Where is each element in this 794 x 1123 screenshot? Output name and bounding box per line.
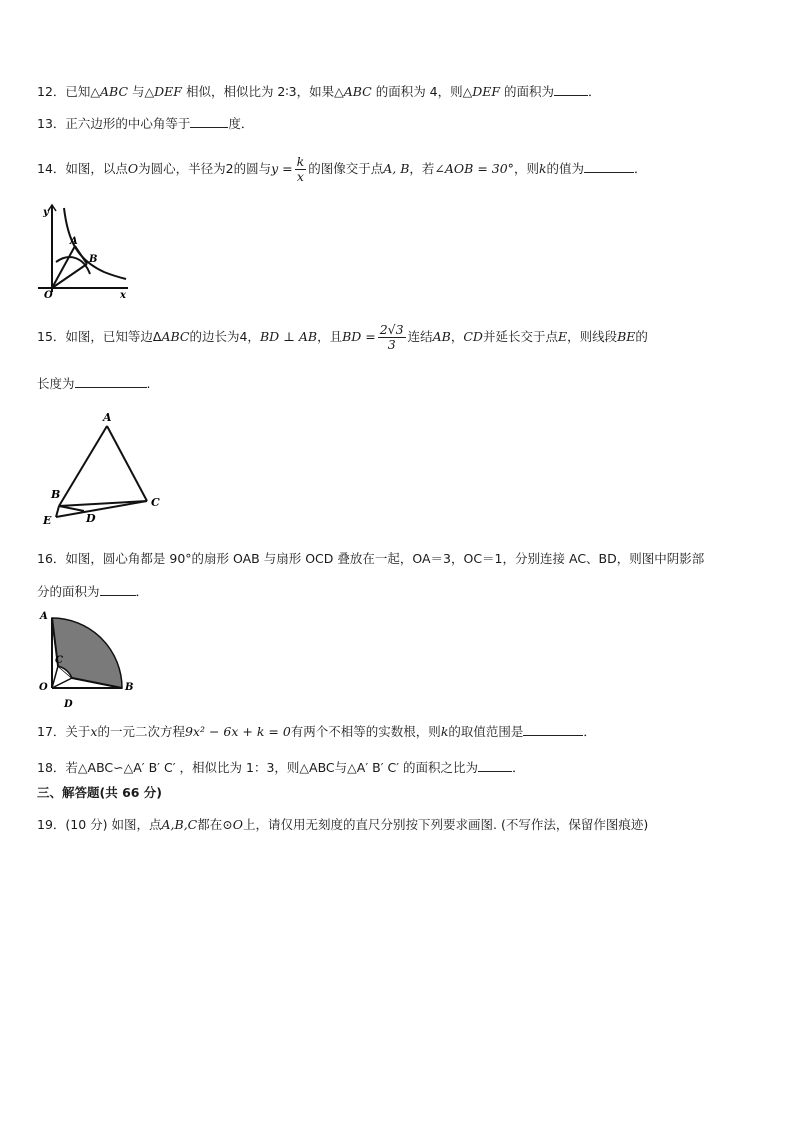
- q19-text-2: 都在: [197, 817, 223, 832]
- q16-text-1: 16．如图，圆心角都是 90°的扇形 OAB 与扇形 OCD 叠放在一起，OA＝3，OC＝1，分别连接 AC、BD，则图中阴影部: [37, 551, 705, 566]
- q15-side-ac: [107, 426, 147, 501]
- q15-text-5: ，: [450, 329, 464, 344]
- q14-text-2: 为圆心，半径为2的圆与: [138, 161, 272, 176]
- q19-text-3: 上，请仅用无刻度的直尺分别按下列要求画图. (不写作法，保留作图痕迹): [243, 817, 649, 832]
- q13-text-2: 度．: [228, 116, 254, 131]
- q15-text-4: 连结: [407, 329, 433, 344]
- q15-side-ab: [59, 426, 107, 506]
- question-15-line-2: [37, 374, 151, 393]
- q19-text-1: 19．(10 分) 如图，点: [37, 817, 162, 832]
- q19-circle: ⊙O: [222, 817, 243, 832]
- q17-answer-blank[interactable]: [523, 722, 583, 736]
- q12-triangle-def-2: DEF: [472, 84, 501, 99]
- question-16: [37, 550, 704, 568]
- q12-text-3: 相似，相似比为 2∶3，如果△: [181, 84, 344, 99]
- q15-label-b: B: [51, 488, 61, 501]
- q14-answer-blank[interactable]: [584, 159, 634, 173]
- q15-segment-be: BE: [617, 329, 636, 344]
- question-19: [37, 816, 648, 834]
- q15-text-9: 长度为: [37, 376, 75, 391]
- q15-figure: [36, 406, 168, 530]
- q15-segment-cd: CD: [463, 329, 483, 344]
- q14-y-equals: y =: [271, 161, 293, 176]
- q14-frac-denominator: x: [296, 169, 304, 184]
- q15-label-e: E: [43, 514, 52, 527]
- q14-text-3: 的图像交于点: [308, 161, 384, 176]
- q15-text-7: ，则线段: [567, 329, 618, 344]
- q15-point-e: E: [557, 329, 568, 344]
- q16-answer-blank[interactable]: [100, 582, 136, 596]
- question-14: [37, 152, 647, 186]
- q18-answer-blank[interactable]: [478, 758, 512, 772]
- q13-text-1: 13．正六边形的中心角等于: [37, 116, 191, 131]
- q12-triangle-abc: ABC: [100, 84, 129, 99]
- q15-segment-bd: [59, 506, 84, 511]
- q12-triangle-abc-2: ABC: [343, 84, 372, 99]
- q16-figure: [34, 606, 134, 710]
- q12-text-5: 的面积为: [500, 84, 555, 99]
- q15-answer-blank[interactable]: [75, 374, 147, 388]
- q14-frac-numerator: k: [296, 154, 305, 169]
- question-12: [37, 82, 601, 101]
- q14-text-1: 14．如图，以点: [37, 161, 128, 176]
- q16-label-c: C: [55, 655, 63, 666]
- q14-label-o: O: [44, 290, 53, 298]
- q15-text-1: 15．如图，已知等边Δ: [37, 329, 162, 344]
- q15-triangle-abc: ABC: [161, 329, 190, 344]
- q17-text-2: 的一元二次方程: [97, 724, 185, 739]
- q18-text: 18．若△ABC∽△A′ B′ C′ ，相似比为 1：3，则△ABC与△A′ B′ C′ 的面积之比为: [37, 760, 479, 775]
- q14-figure: [34, 202, 134, 298]
- q15-text-6: 并延长交于点: [482, 329, 558, 344]
- q15-perpendicular: BD ⊥ AB: [259, 329, 318, 344]
- q14-points-ab: A, B: [383, 161, 410, 176]
- q16-end: ．: [135, 584, 149, 599]
- q14-text-5: ，则: [513, 161, 539, 176]
- q15-bd-equals: BD =: [342, 329, 376, 344]
- q15-segment-be: [56, 506, 59, 517]
- q14-segment-ob: [52, 264, 87, 288]
- q12-text-4: 的面积为 4，则△: [371, 84, 473, 99]
- q15-label-c: C: [151, 496, 160, 509]
- section-3-title: 三、解答题(共 66 分): [37, 785, 163, 800]
- q16-label-b: B: [125, 682, 134, 693]
- q14-label-y: y: [43, 207, 49, 218]
- q12-answer-blank[interactable]: [554, 82, 588, 96]
- q16-shaded-region: [52, 618, 122, 688]
- question-15: [37, 318, 648, 356]
- question-18: [37, 758, 525, 777]
- q19-points: A,B,C: [161, 817, 198, 832]
- q14-k: k: [538, 161, 547, 176]
- q16-text-2: 分的面积为: [37, 584, 100, 599]
- q14-angle: ∠AOB = 30°: [434, 161, 514, 176]
- question-16-line-2: [37, 582, 148, 601]
- q15-text-2: 的边长为4，: [189, 329, 260, 344]
- q17-text-4: 的取值范围是: [448, 724, 524, 739]
- q13-answer-blank[interactable]: [190, 114, 228, 128]
- q12-end: ．: [588, 84, 601, 99]
- q14-label-a: A: [70, 236, 78, 247]
- q14-fraction: [295, 155, 307, 184]
- q16-label-o: O: [39, 682, 48, 693]
- q15-frac-denominator: 3: [387, 337, 396, 352]
- q17-text-3: 有两个不相等的实数根，则: [290, 724, 441, 739]
- q17-end: ．: [583, 724, 596, 739]
- q12-triangle-def: DEF: [154, 84, 182, 99]
- q18-end: ．: [512, 760, 525, 775]
- q14-point-o: O: [127, 161, 139, 176]
- q17-k: k: [440, 724, 449, 739]
- q14-text-6: 的值为: [546, 161, 585, 176]
- question-17: [37, 722, 596, 741]
- q14-end: ．: [634, 161, 647, 176]
- question-13: [37, 114, 253, 133]
- q14-segment-oa: [52, 246, 75, 288]
- q14-text-4: ，若: [409, 161, 435, 176]
- q15-segment-ab: AB: [432, 329, 451, 344]
- q14-label-x: x: [120, 290, 126, 298]
- q12-text-1: 12．已知△: [37, 84, 101, 99]
- q16-label-d: D: [64, 699, 73, 710]
- q17-equation: 9x² − 6x + k = 0: [184, 724, 291, 739]
- q17-text-1: 17．关于: [37, 724, 91, 739]
- q15-fraction: [378, 323, 406, 352]
- q15-text-3: ，且: [317, 329, 343, 344]
- q15-frac-numerator: 2√3: [379, 322, 404, 337]
- q15-end: .: [146, 376, 151, 391]
- q12-text-2: 与△: [128, 84, 155, 99]
- q15-label-d: D: [86, 512, 96, 525]
- q17-x: x: [90, 724, 98, 739]
- q15-text-8: 的: [635, 329, 648, 344]
- q15-label-a: A: [103, 411, 112, 424]
- q16-label-a: A: [40, 611, 48, 622]
- q14-label-b: B: [89, 254, 98, 265]
